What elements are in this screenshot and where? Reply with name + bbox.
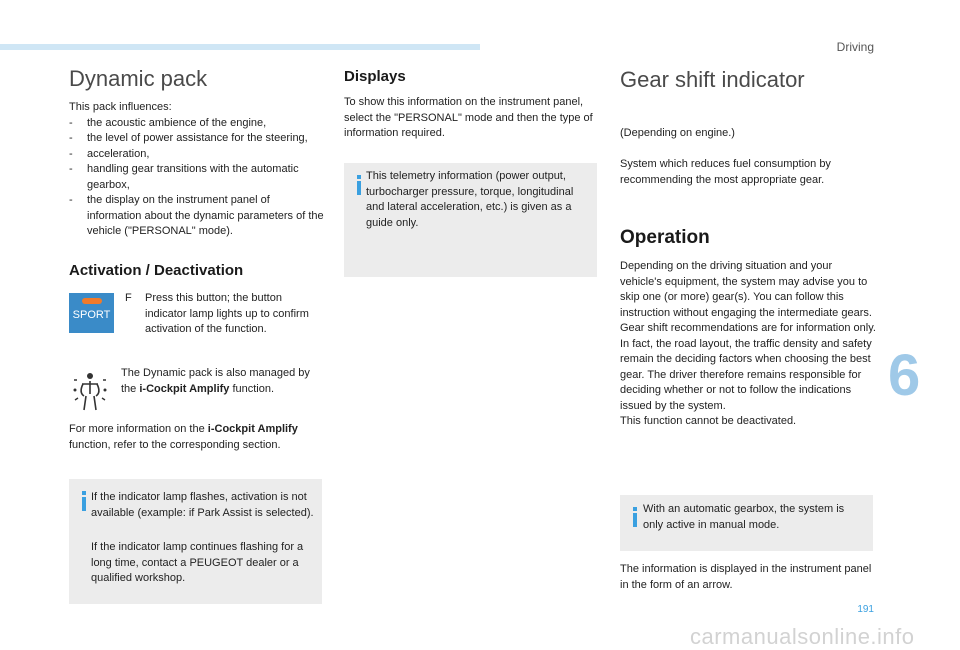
engine-note: (Depending on engine.): [620, 127, 735, 139]
operation-title: Operation: [620, 227, 710, 248]
sport-button-label: SPORT: [72, 309, 111, 321]
list-item: - handling gear transitions with the automatic gearbox,: [69, 162, 324, 193]
managed-text-pre: The Dynamic pack is also managed by the: [121, 367, 310, 395]
activation-note-2: If the indicator lamp continues flashing for a long time, contact a PEUGEOT dealer or a qualified workshop.: [91, 541, 304, 584]
operation-paragraph: This function cannot be deactivated.: [620, 415, 797, 427]
displays-body: To show this information on the instrument panel, select the "PERSONAL" mode and then the type of information required.: [344, 96, 593, 139]
cockpit-managed-text: [121, 366, 321, 397]
press-button-text: Press this button; the button indicator lamp lights up to confirm activation of the function.: [145, 292, 309, 335]
operation-body: [620, 259, 876, 430]
displays-note: This telemetry information (power output, turbocharger pressure, torque, longitudinal and lateral acceleration, etc.) is given as a guide only.: [366, 170, 574, 229]
list-item: - the acoustic ambience of the engine,: [69, 116, 324, 132]
list-item: - the display on the instrument panel of information about the dynamic parameters of the vehicle ("PERSONAL" mode).: [69, 193, 324, 240]
dynamic-pack-intro: This pack influences:: [69, 101, 172, 113]
operation-note: With an automatic gearbox, the system is only active in manual mode.: [643, 503, 845, 531]
info-icon: [79, 491, 89, 511]
i-cockpit-icon: [70, 370, 110, 414]
displays-title: Displays: [344, 68, 406, 85]
dynamic-pack-title: Dynamic pack: [69, 66, 208, 91]
gear-shift-intro: System which reduces fuel consumption by recommending the most appropriate gear.: [620, 158, 831, 186]
list-item: - the level of power assistance for the steering,: [69, 131, 324, 147]
more-info-keyword: i-Cockpit Amplify: [207, 423, 298, 435]
activation-note-1: If the indicator lamp flashes, activation is not available (example: if Park Assist is selected).: [91, 491, 314, 519]
managed-text-post: function.: [229, 382, 275, 395]
section-label: Driving: [836, 40, 874, 54]
header-bar: [0, 44, 480, 50]
sport-indicator-lamp: [82, 298, 102, 304]
gear-shift-title: Gear shift indicator: [620, 67, 805, 92]
info-icon: [354, 175, 364, 195]
dynamic-pack-body: [69, 100, 324, 240]
activation-title: Activation / Deactivation: [69, 262, 244, 279]
operation-paragraph: Depending on the driving situation and your vehicle's equipment, the system may advise you to skip one (or more) gear(s). You can follow this instruction without engaging the intermediate gears.: [620, 260, 872, 319]
more-info-post: function, refer to the corresponding section.: [69, 438, 281, 451]
page-number: 191: [857, 604, 874, 615]
managed-keyword: i-Cockpit Amplify: [139, 382, 230, 395]
activation-info-box: [69, 479, 322, 604]
dynamic-pack-list: [69, 116, 324, 240]
watermark: carmanualsonline.info: [690, 624, 915, 649]
chapter-number: 6: [888, 343, 921, 408]
info-icon: [630, 507, 640, 527]
more-info-text: [69, 422, 327, 453]
operation-paragraph: Gear shift recommendations are for information only. In fact, the road layout, the traffic density and safety remain the deciding factors when choosing the best gear. The driver therefore remains responsible for deciding whether or not to follow the indications issued by the system.: [620, 322, 876, 412]
sport-button-icon: [69, 293, 114, 333]
operation-footer: The information is displayed in the instrument panel in the form of an arrow.: [620, 563, 872, 591]
bullet-symbol: F: [125, 292, 132, 304]
operation-info-box: [620, 495, 873, 551]
list-item: - acceleration,: [69, 147, 324, 163]
more-info-pre: For more information on the: [69, 423, 208, 435]
displays-info-box: [344, 163, 597, 277]
